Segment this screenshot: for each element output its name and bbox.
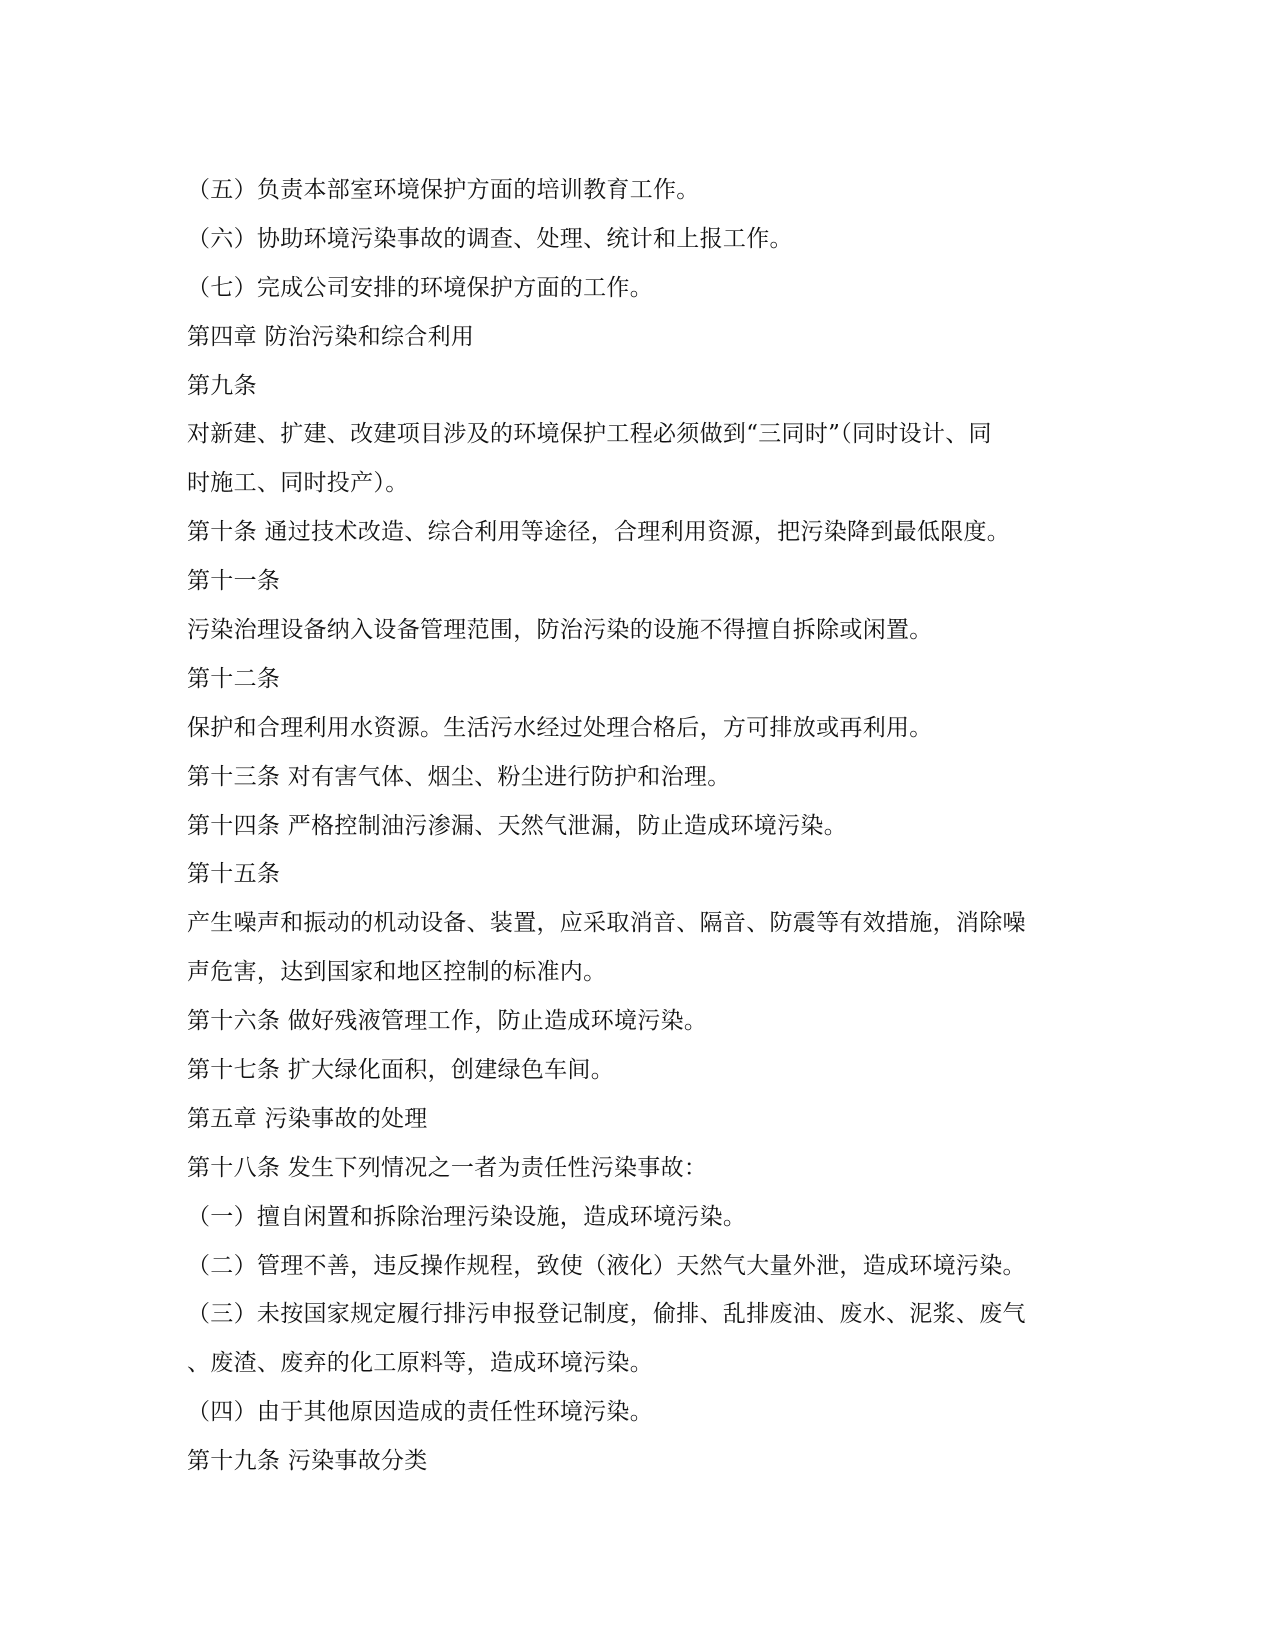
text-line-duty-7: （七）完成公司安排的环境保护方面的工作。 [187,274,653,301]
article-11-heading: 第十一条 [187,568,281,595]
article-15-body-line-1: 产生噪声和振动的机动设备、装置，应采取消音、隔音、防震等有效措施，消除噪 [187,910,1026,937]
article-19: 第十九条 污染事故分类 [187,1448,428,1475]
article-10: 第十条 通过技术改造、综合利用等途径，合理利用资源，把污染降到最低限度。 [187,519,1011,546]
article-9-heading: 第九条 [187,372,257,399]
article-12-heading: 第十二条 [187,665,281,692]
article-18-item-3-line-2: 、废渣、废弃的化工原料等，造成环境污染。 [187,1350,653,1377]
article-9-body-line-2: 时施工、同时投产）。 [187,470,409,497]
document-body [187,166,1087,1486]
article-17: 第十七条 扩大绿化面积，创建绿色车间。 [187,1057,615,1084]
article-18-item-4: （四）由于其他原因造成的责任性环境污染。 [187,1399,653,1426]
text-line-duty-5: （五）负责本部室环境保护方面的培训教育工作。 [187,177,700,203]
article-9-body-line-1: 对新建、扩建、改建项目涉及的环境保护工程必须做到“三同时”（同时设计、同 [187,421,992,448]
article-14: 第十四条 严格控制油污渗漏、天然气泄漏，防止造成环境污染。 [187,812,848,839]
article-18-item-2: （二）管理不善，违反操作规程，致使（液化）天然气大量外泄，造成环境污染。 [187,1252,1026,1279]
article-12-body: 保护和合理利用水资源。生活污水经过处理合格后，方可排放或再利用。 [187,714,933,741]
article-18-item-3-line-1: （三）未按国家规定履行排污申报登记制度，偷排、乱排废油、废水、泥浆、废气 [187,1301,1026,1328]
text-line-duty-6: （六）协助环境污染事故的调查、处理、统计和上报工作。 [187,225,793,252]
article-18-item-1: （一）擅自闲置和拆除治理污染设施，造成环境污染。 [187,1203,747,1230]
chapter-heading-4: 第四章 防治污染和综合利用 [187,323,475,350]
article-15-heading: 第十五条 [187,861,281,888]
article-11-body: 污染治理设备纳入设备管理范围，防治污染的设施不得擅自拆除或闲置。 [187,617,933,644]
article-18: 第十八条 发生下列情况之一者为责任性污染事故： [187,1154,708,1181]
article-13: 第十三条 对有害气体、烟尘、粉尘进行防护和治理。 [187,763,731,790]
article-16: 第十六条 做好残液管理工作，防止造成环境污染。 [187,1008,708,1035]
article-15-body-line-2: 声危害，达到国家和地区控制的标准内。 [187,959,607,986]
chapter-heading-5: 第五章 污染事故的处理 [187,1105,428,1132]
